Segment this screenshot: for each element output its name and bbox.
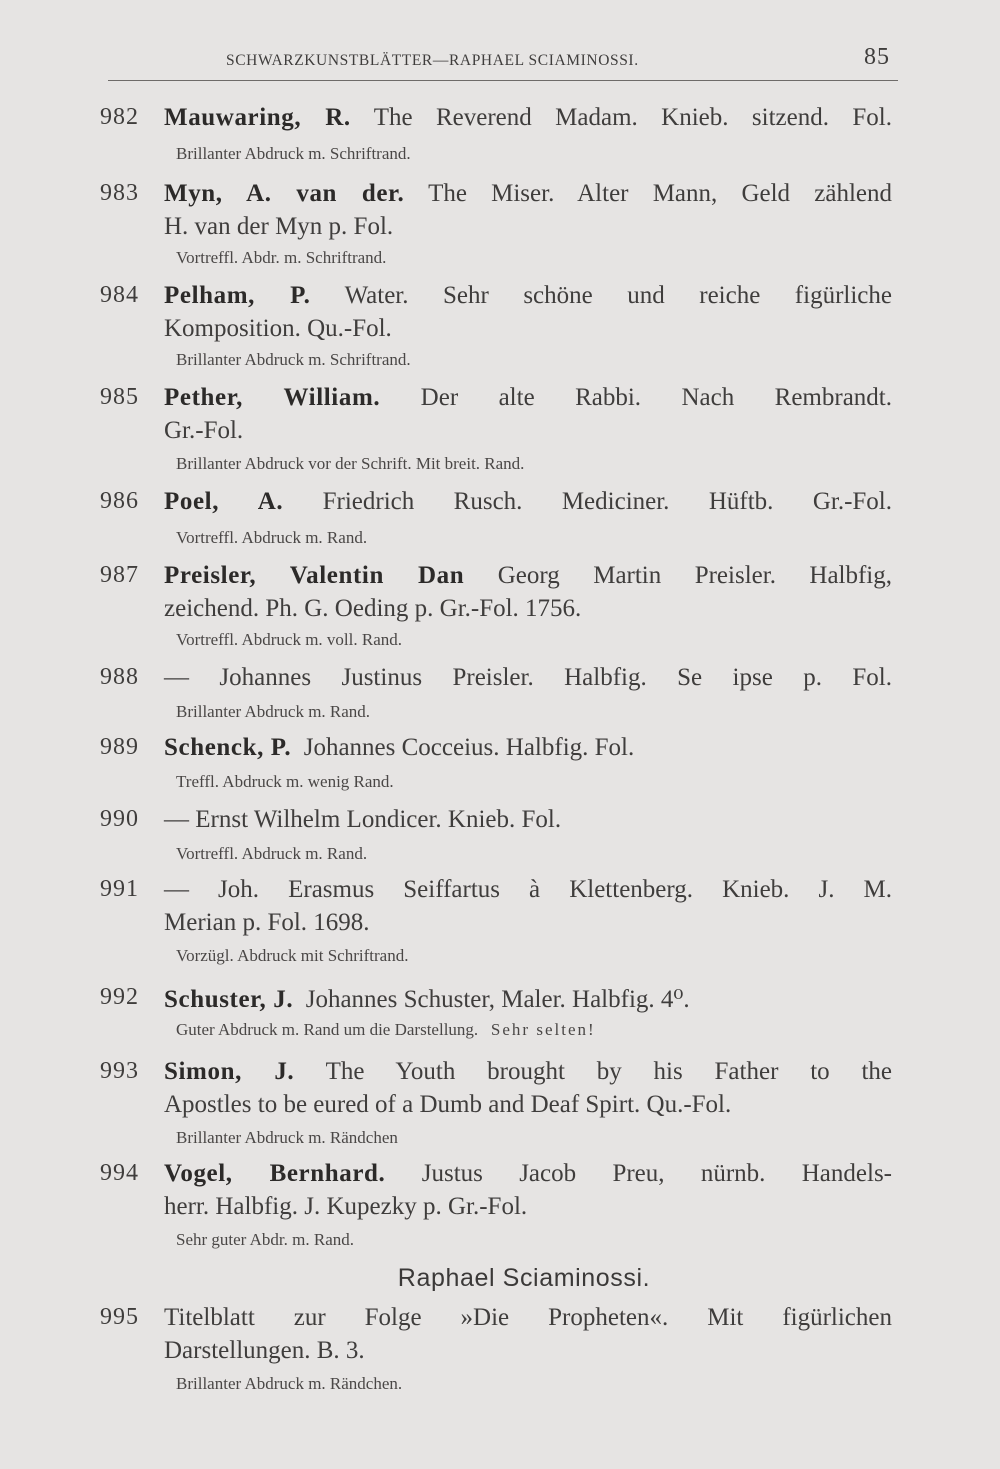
entry-line-2: Komposition. Qu.-Fol. — [164, 315, 392, 342]
entry-line-1 — [164, 384, 892, 412]
artist-name: Schuster, J. — [164, 986, 294, 1013]
entry-title: The Youth brought by his Father to the — [325, 1058, 892, 1085]
entry-line-2: Apostles to be eured of a Dumb and Deaf Spirt. Qu.-Fol. — [164, 1091, 732, 1118]
entry-line-1 — [164, 180, 892, 208]
section-heading-text: Raphael Sciaminossi. — [397, 1264, 651, 1292]
entry-number: 991 — [100, 876, 139, 902]
entry-line-2: H. van der Myn p. Fol. — [164, 213, 394, 240]
entry-number: 985 — [100, 384, 139, 410]
entry-title: Der alte Rabbi. Nach Rembrandt. — [420, 384, 892, 411]
print-condition: Brillanter Abdruck m. Rand. — [176, 702, 371, 721]
artist-name: Poel, A. — [164, 488, 284, 515]
entry-line-1 — [164, 282, 892, 310]
entry-title: The Reverend Madam. Knieb. sitzend. Fol. — [373, 104, 892, 131]
print-condition: Brillanter Abdruck m. Schriftrand. — [176, 350, 411, 369]
entry-title: Water. Sehr schöne und reiche figürliche — [344, 282, 892, 309]
entry-line-2: Gr.-Fol. — [164, 417, 244, 444]
entry-number: 988 — [100, 664, 139, 690]
entry-line-1 — [164, 488, 892, 516]
entry-title: Friedrich Rusch. Mediciner. Hüftb. Gr.-Fol. — [322, 488, 893, 515]
entry-number: 986 — [100, 488, 139, 514]
entry-line-1 — [164, 984, 690, 1014]
print-condition: Brillanter Abdruck vor der Schrift. Mit breit. Rand. — [176, 454, 525, 473]
artist-name: Pelham, P. — [164, 282, 311, 309]
entry-number: 987 — [100, 562, 139, 588]
entry-title: Justus Jacob Preu, nürnb. Handels- — [421, 1160, 892, 1187]
entry-line-2: Darstellungen. B. 3. — [164, 1337, 365, 1364]
entry-number: 992 — [100, 984, 139, 1010]
entry-number: 993 — [100, 1058, 139, 1084]
entry-number: 982 — [100, 104, 139, 130]
entry-title: Georg Martin Preisler. Halbfig, — [497, 562, 893, 589]
condition-text: Guter Abdruck m. Rand um die Darstellung. — [176, 1020, 479, 1039]
print-condition: Brillanter Abdruck m. Rändchen — [176, 1128, 398, 1147]
entry-number: 989 — [100, 734, 139, 760]
print-condition: Vorzügl. Abdruck mit Schriftrand. — [176, 946, 409, 965]
entry-line-1 — [164, 734, 634, 762]
entry-number: 983 — [100, 180, 139, 206]
entry-line-2: herr. Halbfig. J. Kupezky p. Gr.-Fol. — [164, 1193, 528, 1220]
artist-name: Mauwaring, R. — [164, 104, 351, 131]
artist-name: Preisler, Valentin Dan — [164, 562, 465, 589]
artist-name: Schenck, P. — [164, 734, 292, 761]
rarity-note: Sehr selten! — [490, 1020, 596, 1039]
entry-line-2: zeichend. Ph. G. Oeding p. Gr.-Fol. 1756. — [164, 595, 582, 622]
print-condition: Vortreffl. Abdruck m. Rand. — [176, 528, 368, 547]
print-condition: Vortreffl. Abdr. m. Schriftrand. — [176, 248, 387, 267]
print-condition: Brillanter Abdruck m. Rändchen. — [176, 1374, 403, 1393]
entry-line-1 — [164, 104, 892, 132]
print-condition: Vortreffl. Abdruck m. voll. Rand. — [176, 630, 403, 649]
artist-name: Vogel, Bernhard. — [164, 1160, 386, 1187]
print-condition: Vortreffl. Abdruck m. Rand. — [176, 844, 368, 863]
entry-line-1: — Ernst Wilhelm Londicer. Knieb. Fol. — [164, 806, 562, 833]
print-condition — [176, 1020, 596, 1040]
entry-number: 990 — [100, 806, 139, 832]
print-condition: Brillanter Abdruck m. Schriftrand. — [176, 144, 411, 163]
entry-line-1: Titelblatt zur Folge »Die Propheten«. Mit figürlichen — [164, 1304, 892, 1331]
entry-number: 994 — [100, 1160, 139, 1186]
print-condition: Sehr guter Abdr. m. Rand. — [176, 1230, 355, 1249]
artist-name: Pether, William. — [164, 384, 381, 411]
header-title: SCHWARZKUNSTBLÄTTER—RAPHAEL SCIAMINOSSI. — [226, 52, 639, 69]
entry-number: 995 — [100, 1304, 139, 1330]
entry-line-1 — [164, 1160, 892, 1188]
entry-title: The Miser. Alter Mann, Geld zählend — [428, 180, 892, 207]
page-number: 85 — [864, 44, 890, 70]
entry-title: Johannes Cocceius. Halbfig. Fol. — [303, 734, 635, 761]
entry-title: Johannes Schuster, Maler. Halbfig. 4⁰. — [305, 986, 690, 1013]
artist-name: Simon, J. — [164, 1058, 295, 1085]
section-heading — [0, 1264, 1000, 1293]
entry-line-1: — Joh. Erasmus Seiffartus à Klettenberg. Knieb. J. M. — [164, 876, 892, 903]
entry-line-1 — [164, 1058, 892, 1086]
artist-name: Myn, A. van der. — [164, 180, 405, 207]
running-header — [108, 44, 898, 81]
print-condition: Treffl. Abdruck m. wenig Rand. — [176, 772, 394, 791]
entry-line-1 — [164, 562, 892, 590]
entry-line-1: — Johannes Justinus Preisler. Halbfig. Se ipse p. Fol. — [164, 664, 892, 691]
entry-number: 984 — [100, 282, 139, 308]
entry-line-2: Merian p. Fol. 1698. — [164, 909, 370, 936]
